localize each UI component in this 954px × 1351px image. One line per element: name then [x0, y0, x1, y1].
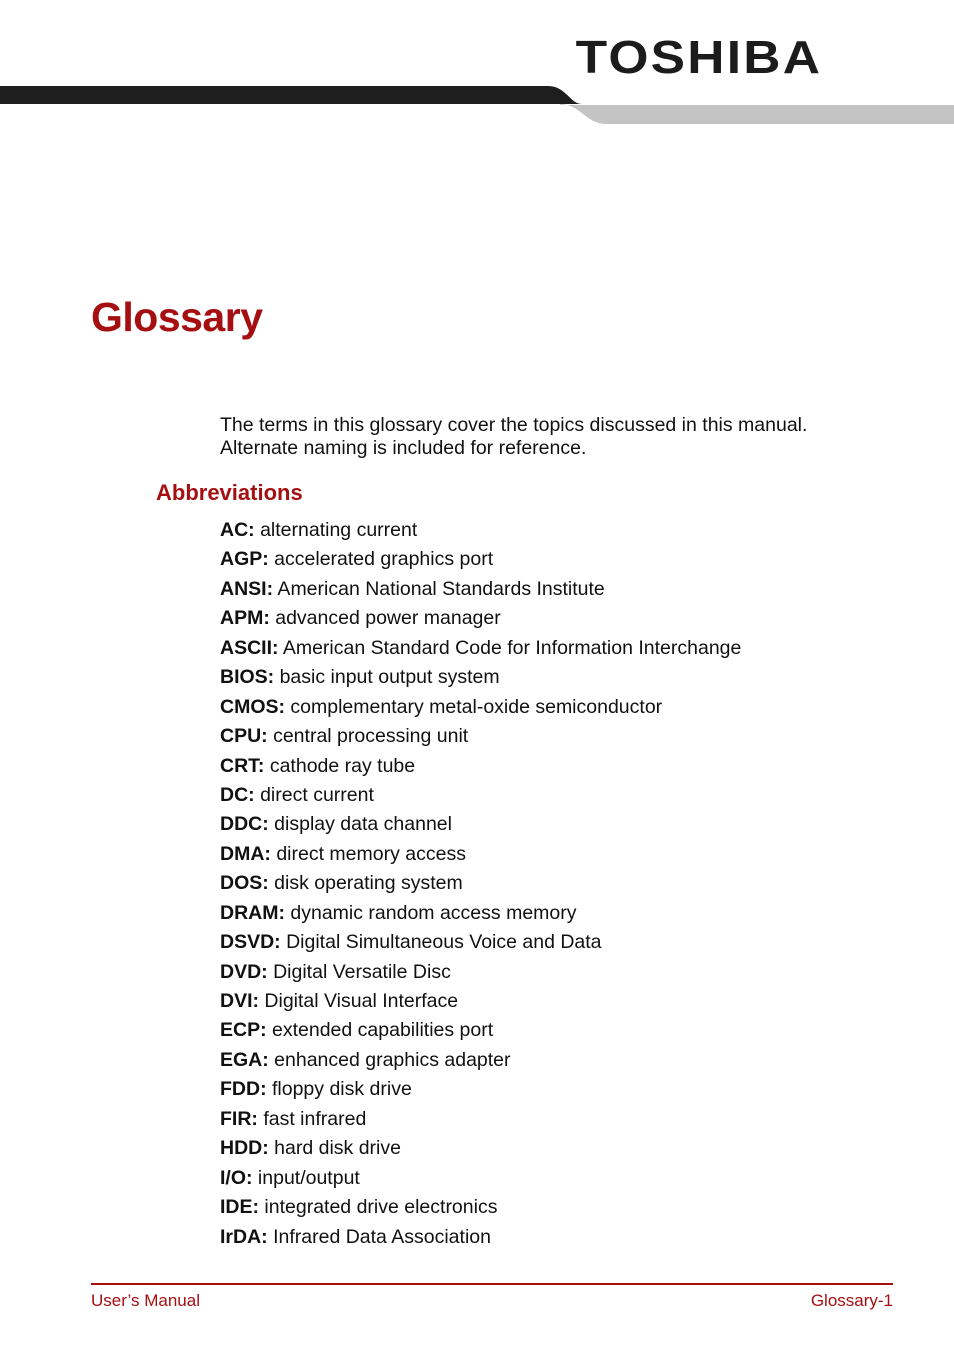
- list-item: [220, 1105, 741, 1134]
- abbreviation-term: DMA:: [220, 842, 271, 865]
- abbreviation-definition: disk operating system: [268, 872, 463, 895]
- list-item: [220, 663, 741, 692]
- abbreviation-definition: Infrared Data Association: [267, 1225, 491, 1248]
- abbreviation-definition: dynamic random access memory: [284, 901, 577, 924]
- toshiba-logo: TOSHIBA: [575, 31, 822, 83]
- list-item: [220, 869, 741, 898]
- abbreviation-definition: Digital Versatile Disc: [267, 960, 451, 983]
- abbreviation-term: EGA:: [220, 1048, 269, 1071]
- list-item: [220, 752, 741, 781]
- abbreviation-term: CPU:: [220, 725, 268, 748]
- abbreviation-definition: accelerated graphics port: [268, 548, 494, 571]
- abbreviation-term: I/O:: [220, 1166, 253, 1189]
- list-item: [220, 781, 741, 810]
- footer-page-number: Glossary-1: [810, 1291, 893, 1310]
- abbreviation-term: CRT:: [220, 754, 265, 777]
- list-item: [220, 810, 741, 839]
- abbreviation-definition: extended capabilities port: [266, 1019, 494, 1042]
- abbreviation-term: AGP:: [220, 548, 269, 571]
- list-item: [220, 928, 741, 957]
- abbreviation-term: DRAM:: [220, 901, 285, 924]
- abbreviation-list: [220, 516, 741, 1252]
- abbreviation-term: DOS:: [220, 872, 269, 895]
- list-item: [220, 987, 741, 1016]
- section-heading: Abbreviations: [156, 480, 303, 505]
- list-item: [220, 1134, 741, 1163]
- abbreviation-term: HDD:: [220, 1137, 269, 1160]
- abbreviation-term: DVI:: [220, 990, 259, 1012]
- list-item: [220, 722, 741, 751]
- list-item: [220, 575, 741, 604]
- list-item: [220, 1075, 741, 1104]
- abbreviation-term: DC:: [220, 783, 255, 806]
- list-item: [220, 516, 741, 545]
- footer-manual-label: User’s Manual: [91, 1291, 200, 1310]
- abbreviation-term: ANSI:: [220, 577, 274, 600]
- intro-paragraph: [220, 414, 880, 460]
- list-item: [220, 840, 741, 869]
- abbreviation-term: DSVD:: [220, 931, 281, 954]
- abbreviation-definition: alternating current: [254, 519, 418, 541]
- abbreviation-definition: American Standard Code for Information Interchange: [278, 636, 742, 659]
- abbreviation-term: BIOS:: [220, 666, 275, 689]
- abbreviation-definition: advanced power manager: [269, 607, 501, 630]
- header-bar-graphic: [0, 84, 954, 126]
- abbreviation-definition: complementary metal-oxide semiconductor: [285, 695, 663, 718]
- list-item: [220, 1016, 741, 1045]
- footer-divider: [91, 1283, 893, 1285]
- list-item: [220, 545, 741, 574]
- abbreviation-definition: integrated drive electronics: [259, 1196, 498, 1219]
- abbreviation-term: CMOS:: [220, 695, 285, 718]
- list-item: [220, 1046, 741, 1075]
- list-item: [220, 604, 741, 633]
- abbreviation-term: AC:: [220, 519, 255, 541]
- abbreviation-definition: Digital Simultaneous Voice and Data: [280, 931, 602, 954]
- list-item: [220, 634, 741, 663]
- abbreviation-term: FDD:: [220, 1078, 267, 1101]
- abbreviation-definition: American National Standards Institute: [273, 577, 605, 600]
- abbreviation-definition: floppy disk drive: [266, 1078, 412, 1101]
- abbreviation-definition: display data channel: [268, 813, 452, 836]
- abbreviation-definition: direct current: [254, 783, 374, 806]
- abbreviation-definition: enhanced graphics adapter: [268, 1048, 511, 1071]
- abbreviation-definition: input/output: [252, 1166, 360, 1189]
- intro-line: The terms in this glossary cover the topics discussed in this manual.: [220, 414, 808, 436]
- abbreviation-term: DDC:: [220, 813, 269, 836]
- list-item: [220, 899, 741, 928]
- abbreviation-definition: cathode ray tube: [264, 754, 416, 777]
- abbreviation-term: DVD:: [220, 960, 268, 983]
- abbreviation-definition: central processing unit: [267, 725, 469, 748]
- abbreviation-definition: Digital Visual Interface: [259, 990, 459, 1012]
- list-item: [220, 958, 741, 987]
- intro-line: Alternate naming is included for reference.: [220, 437, 587, 459]
- abbreviation-term: ECP:: [220, 1019, 267, 1042]
- list-item: [220, 1193, 741, 1222]
- list-item: [220, 1164, 741, 1193]
- list-item: [220, 693, 741, 722]
- abbreviation-term: IrDA:: [220, 1225, 268, 1248]
- abbreviation-definition: basic input output system: [274, 666, 500, 689]
- abbreviation-term: FIR:: [220, 1107, 258, 1130]
- page-title: Glossary: [91, 294, 263, 340]
- abbreviation-definition: direct memory access: [270, 842, 466, 865]
- abbreviation-definition: hard disk drive: [268, 1137, 401, 1160]
- abbreviation-term: APM:: [220, 607, 270, 630]
- abbreviation-term: ASCII:: [220, 636, 279, 659]
- abbreviation-definition: fast infrared: [257, 1107, 367, 1130]
- list-item: [220, 1223, 741, 1252]
- abbreviation-term: IDE:: [220, 1196, 259, 1219]
